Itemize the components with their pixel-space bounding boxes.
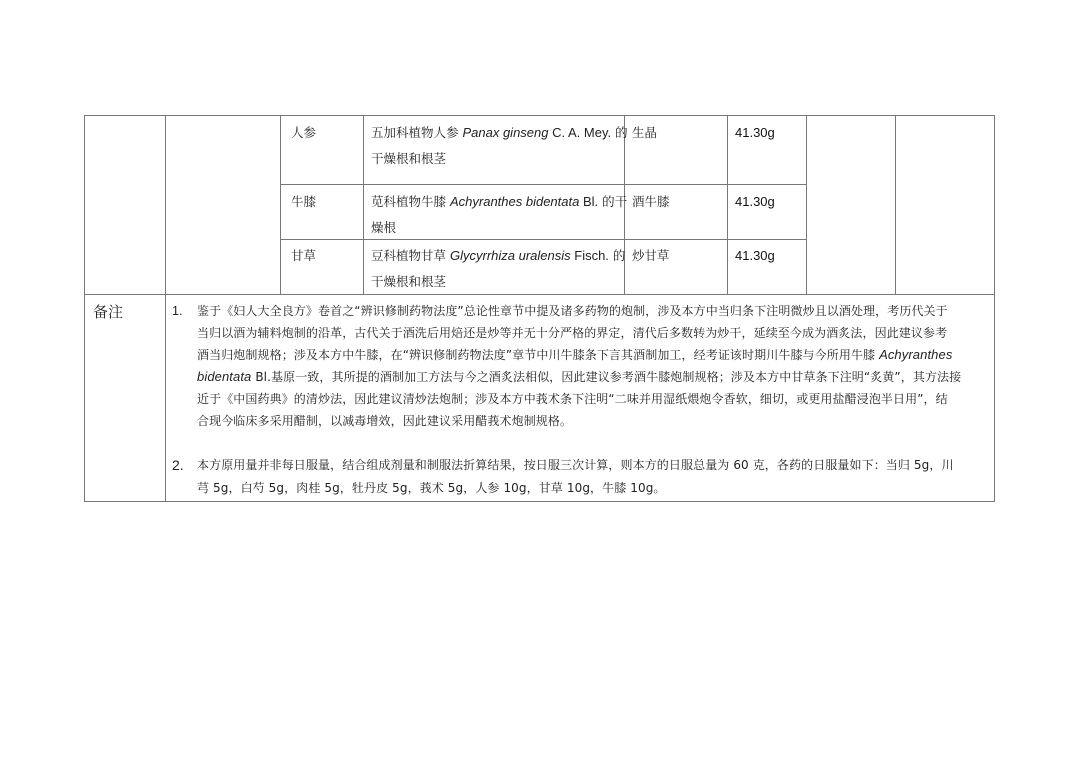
herb-source: [371, 120, 628, 146]
herb-name: 人参: [291, 125, 317, 140]
notes-divider: [84, 294, 995, 295]
herb-processing: 酒牛膝: [632, 194, 670, 209]
note-number: 1.: [172, 304, 183, 318]
latin-author: C. A. Mey.: [548, 125, 612, 140]
column-divider: [895, 115, 896, 295]
herb-source-prefix: 豆科植物甘草: [371, 248, 450, 263]
herb-source: [371, 189, 627, 215]
herb-source-line2: 干燥根和根茎: [371, 274, 447, 289]
herb-source: [371, 243, 625, 269]
note-line: 当归以酒为辅料炮制的沿革，古代关于酒洗后用焙还是炒等并无十分严格的界定，清代后多数转为炒干，延续至今成为酒炙法，因此建议参考: [197, 326, 948, 340]
herb-dose: 41.30g: [735, 125, 775, 140]
note-line: [197, 344, 952, 366]
latin-species: Glycyrrhiza uralensis: [449, 248, 571, 263]
herb-source-line2: 干燥根和根茎: [371, 151, 447, 166]
latin-name: [462, 125, 611, 140]
latin-species: bidentata: [197, 369, 252, 384]
table-border-right: [994, 115, 995, 502]
herb-processing: 生晶: [632, 125, 658, 140]
latin-author: Bl.: [579, 194, 599, 209]
column-divider: [363, 115, 364, 295]
note-line: 芎 5g，白芍 5g，肉桂 5g，牡丹皮 5g，莪术 5g，人参 10g，甘草 10g，牛膝 10g。: [197, 481, 666, 495]
herb-name: 牛膝: [291, 194, 317, 209]
latin-species: Achyranthes bidentata: [449, 194, 580, 209]
table-border-left: [84, 115, 85, 502]
latin-species: Panax ginseng: [462, 125, 549, 140]
table-border-bottom: [84, 501, 995, 502]
table-border-top: [84, 115, 995, 116]
latin-name: [450, 194, 598, 209]
notes-label: 备注: [93, 303, 124, 321]
herb-source-suffix: 的: [608, 248, 626, 263]
column-divider: [806, 115, 807, 295]
column-divider: [280, 115, 281, 295]
herb-source-prefix: 苋科植物牛膝: [371, 194, 450, 209]
column-divider: [165, 115, 166, 502]
herb-source-line2: 燥根: [371, 220, 397, 235]
herb-source-suffix: 的干: [598, 194, 628, 209]
herb-processing: 炒甘草: [632, 248, 670, 263]
herb-source-prefix: 五加科植物人参: [371, 125, 463, 140]
note-number: 2.: [172, 457, 184, 473]
latin-genus: Achyranthes: [879, 347, 953, 362]
note-text: 酒当归炮制规格；涉及本方中牛膝，在“辨识修制药物法度”章节中川牛膝条下言其酒制加工，经考证该时期川牛膝与今所用牛膝: [197, 348, 880, 362]
herb-dose: 41.30g: [735, 248, 775, 263]
note-line: 鉴于《妇人大全良方》卷首之“辨识修制药物法度”总论性章节中提及诸多药物的炮制，涉及本方中当归条下注明微炒且以酒处理，考历代关于: [197, 304, 948, 318]
note-line: 本方原用量并非每日服量，结合组成剂量和制服法折算结果，按日服三次计算，则本方的日服总量为 60 克，各药的日服量如下：当归 5g，川: [197, 458, 954, 472]
note-line: 近于《中国药典》的清炒法，因此建议清炒法炮制；涉及本方中莪术条下注明“二味并用湿纸煨炮令香软，细切，或更用盐醋浸泡半日用”，结: [197, 392, 948, 406]
note-line: [197, 366, 961, 388]
column-divider: [727, 115, 728, 295]
latin-name: [450, 248, 609, 263]
herb-dose: 41.30g: [735, 194, 775, 209]
herb-source-suffix: 的: [611, 125, 628, 140]
prescription-table: [84, 115, 995, 502]
latin-author: Fisch.: [570, 248, 609, 263]
note-text: Bl.基原一致，其所提的酒制加工方法与今之酒炙法相似，因此建议参考酒牛膝炮制规格；涉及本方中甘草条下注明“炙黄”，其方法接: [251, 370, 962, 384]
note-line: 合现今临床多采用醋制，以减毒增效，因此建议采用醋莪术炮制规格。: [197, 414, 573, 428]
herb-name: 甘草: [291, 248, 317, 263]
